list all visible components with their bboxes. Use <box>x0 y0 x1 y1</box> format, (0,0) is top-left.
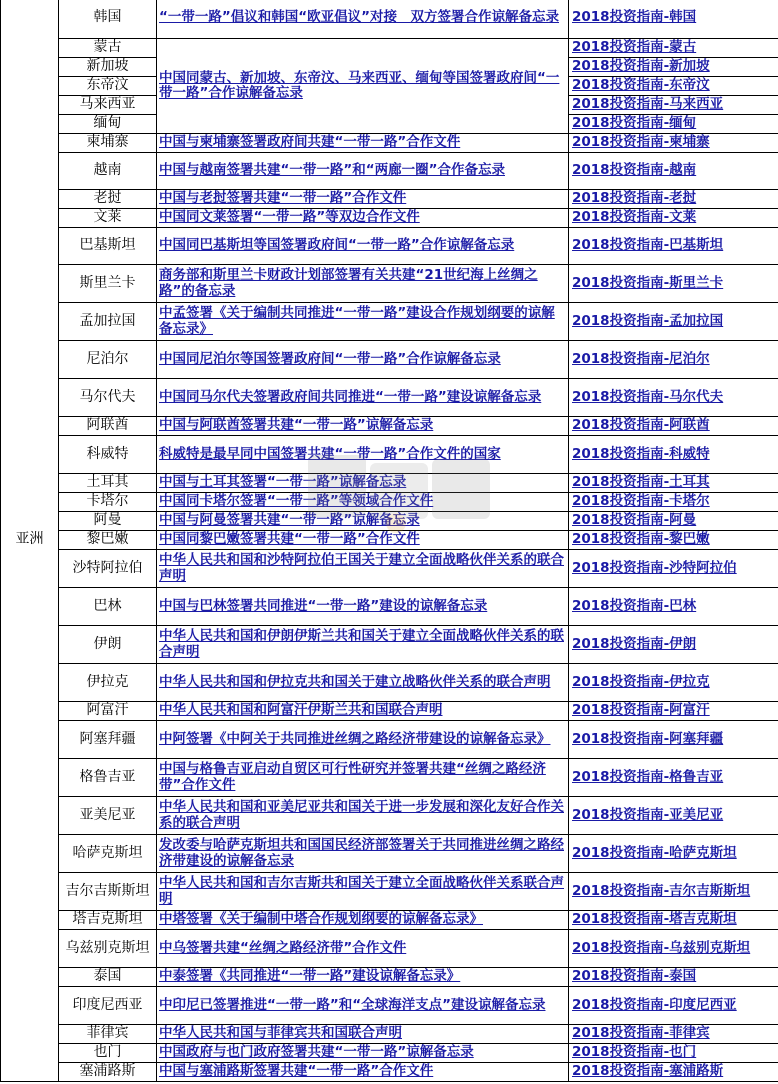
document-link[interactable]: 中国政府与也门政府签署共建“一带一路”谅解备忘录 <box>157 1044 569 1063</box>
document-link[interactable]: 中华人民共和国和阿富汗伊斯兰共和国联合声明 <box>157 702 569 721</box>
country-cell: 也门 <box>59 1044 157 1063</box>
document-link[interactable]: “一带一路”倡议和韩国“欧亚倡议”对接 双方签署合作谅解备忘录 <box>157 0 569 39</box>
guide-link[interactable]: 2018投资指南-东帝汶 <box>569 77 778 96</box>
document-link[interactable]: 中国同马尔代夫签署政府间共同推进“一带一路”建设谅解备忘录 <box>157 379 569 417</box>
document-link[interactable]: 中国与土耳其签署“一带一路”谅解备忘录 <box>157 474 569 493</box>
guide-link[interactable]: 2018投资指南-也门 <box>569 1044 778 1063</box>
guide-link[interactable]: 2018投资指南-吉尔吉斯斯坦 <box>569 873 778 911</box>
guide-link[interactable]: 2018投资指南-伊拉克 <box>569 664 778 702</box>
country-cell: 伊拉克 <box>59 664 157 702</box>
table-row <box>1 474 778 493</box>
document-link[interactable]: 中乌签署共建“丝绸之路经济带”合作文件 <box>157 930 569 968</box>
guide-link[interactable]: 2018投资指南-科威特 <box>569 436 778 474</box>
country-cell: 吉尔吉斯斯坦 <box>59 873 157 911</box>
country-cell: 越南 <box>59 153 157 190</box>
guide-link[interactable]: 2018投资指南-卡塔尔 <box>569 493 778 512</box>
guide-link[interactable]: 2018投资指南-巴林 <box>569 588 778 626</box>
region-cell: 亚洲 <box>1 0 59 1082</box>
country-cell: 文莱 <box>59 209 157 228</box>
table-row <box>1 930 778 968</box>
document-link[interactable]: 中国与老挝签署共建“一带一路”合作文件 <box>157 190 569 209</box>
guide-link[interactable]: 2018投资指南-尼泊尔 <box>569 341 778 379</box>
guide-link[interactable]: 2018投资指南-斯里兰卡 <box>569 265 778 303</box>
document-link[interactable]: 中华人民共和国和吉尔吉斯共和国关于建立全面战略伙伴关系联合声明 <box>157 873 569 911</box>
country-cell: 老挝 <box>59 190 157 209</box>
table-row <box>1 835 778 873</box>
country-cell: 马来西亚 <box>59 96 157 115</box>
guide-link[interactable]: 2018投资指南-文莱 <box>569 209 778 228</box>
table-row <box>1 987 778 1025</box>
country-cell: 泰国 <box>59 968 157 987</box>
document-link[interactable]: 中华人民共和国和伊朗伊斯兰共和国关于建立全面战略伙伴关系的联合声明 <box>157 626 569 664</box>
guide-link[interactable]: 2018投资指南-巴基斯坦 <box>569 228 778 265</box>
country-cell: 斯里兰卡 <box>59 265 157 303</box>
document-link[interactable]: 中国与阿曼签署共建“一带一路”谅解备忘录 <box>157 512 569 531</box>
table-row <box>1 1063 778 1082</box>
guide-link[interactable]: 2018投资指南-伊朗 <box>569 626 778 664</box>
table-row <box>1 417 778 436</box>
table-row <box>1 134 778 153</box>
guide-link[interactable]: 2018投资指南-柬埔寨 <box>569 134 778 153</box>
country-cell: 缅甸 <box>59 115 157 134</box>
country-cell: 塔吉克斯坦 <box>59 911 157 930</box>
guide-link[interactable]: 2018投资指南-黎巴嫩 <box>569 531 778 550</box>
document-link[interactable]: 中国与阿联酋签署共建“一带一路”谅解备忘录 <box>157 417 569 436</box>
table-row <box>1 436 778 474</box>
guide-link[interactable]: 2018投资指南-老挝 <box>569 190 778 209</box>
country-cell: 阿曼 <box>59 512 157 531</box>
country-cell: 科威特 <box>59 436 157 474</box>
guide-link[interactable]: 2018投资指南-越南 <box>569 153 778 190</box>
table-row <box>1 1025 778 1044</box>
document-link[interactable]: 中国同黎巴嫩签署共建“一带一路”合作文件 <box>157 531 569 550</box>
guide-link[interactable]: 2018投资指南-阿富汗 <box>569 702 778 721</box>
guide-link[interactable]: 2018投资指南-哈萨克斯坦 <box>569 835 778 873</box>
document-link[interactable]: 中国与越南签署共建“一带一路”和“两廊一圈”合作备忘录 <box>157 153 569 190</box>
guide-link[interactable]: 2018投资指南-马尔代夫 <box>569 379 778 417</box>
table-row <box>1 190 778 209</box>
document-link[interactable]: 中国与巴林签署共同推进“一带一路”建设的谅解备忘录 <box>157 588 569 626</box>
country-cell: 韩国 <box>59 0 157 39</box>
table-row <box>1 721 778 759</box>
country-cell: 沙特阿拉伯 <box>59 550 157 588</box>
table-row <box>1 911 778 930</box>
table-row <box>1 797 778 835</box>
document-link[interactable]: 中国同巴基斯坦等国签署政府间“一带一路”合作谅解备忘录 <box>157 228 569 265</box>
country-cell: 黎巴嫩 <box>59 531 157 550</box>
guide-link[interactable]: 2018投资指南-马来西亚 <box>569 96 778 115</box>
document-link[interactable]: 发改委与哈萨克斯坦共和国国民经济部签署关于共同推进丝绸之路经济带建设的谅解备忘录 <box>157 835 569 873</box>
table-row <box>1 588 778 626</box>
country-cell: 巴基斯坦 <box>59 228 157 265</box>
table-row <box>1 550 778 588</box>
guide-link[interactable]: 2018投资指南-塔吉克斯坦 <box>569 911 778 930</box>
country-cell: 伊朗 <box>59 626 157 664</box>
guide-link[interactable]: 2018投资指南-韩国 <box>569 0 778 39</box>
table-row <box>1 493 778 512</box>
document-link[interactable]: 中国同蒙古、新加坡、东帝汶、马来西亚、缅甸等国签署政府间“一带一路”合作谅解备忘录 <box>157 39 569 134</box>
table-row <box>1 341 778 379</box>
document-link[interactable]: 中阿签署《中阿关于共同推进丝绸之路经济带建设的谅解备忘录》 <box>157 721 569 759</box>
country-cell: 塞浦路斯 <box>59 1063 157 1082</box>
table-row <box>1 512 778 531</box>
table-row <box>1 968 778 987</box>
guide-link[interactable]: 2018投资指南-格鲁吉亚 <box>569 759 778 797</box>
table-row <box>1 1044 778 1063</box>
document-link[interactable]: 中国同文莱签署“一带一路”等双边合作文件 <box>157 209 569 228</box>
document-link[interactable]: 中华人民共和国和伊拉克共和国关于建立战略伙伴关系的联合声明 <box>157 664 569 702</box>
table-row <box>1 873 778 911</box>
table-row <box>1 759 778 797</box>
guide-link[interactable]: 2018投资指南-缅甸 <box>569 115 778 134</box>
country-cell: 巴林 <box>59 588 157 626</box>
guide-link[interactable]: 2018投资指南-塞浦路斯 <box>569 1063 778 1082</box>
country-cell: 土耳其 <box>59 474 157 493</box>
table-row <box>1 303 778 341</box>
country-cell: 蒙古 <box>59 39 157 58</box>
table-row <box>1 379 778 417</box>
guide-link[interactable]: 2018投资指南-菲律宾 <box>569 1025 778 1044</box>
country-cell: 乌兹别克斯坦 <box>59 930 157 968</box>
country-cell: 马尔代夫 <box>59 379 157 417</box>
document-link[interactable]: 中国与柬埔寨签署政府间共建“一带一路”合作文件 <box>157 134 569 153</box>
guide-link[interactable]: 2018投资指南-新加坡 <box>569 58 778 77</box>
table-row <box>1 0 778 39</box>
document-link[interactable]: 中华人民共和国和沙特阿拉伯王国关于建立全面战略伙伴关系的联合声明 <box>157 550 569 588</box>
guide-link[interactable]: 2018投资指南-蒙古 <box>569 39 778 58</box>
guide-link[interactable]: 2018投资指南-泰国 <box>569 968 778 987</box>
table-row <box>1 664 778 702</box>
table-row <box>1 531 778 550</box>
guide-link[interactable]: 2018投资指南-亚美尼亚 <box>569 797 778 835</box>
document-link[interactable]: 中孟签署《关于编制共同推进“一带一路”建设合作规划纲要的谅解备忘录》 <box>157 303 569 341</box>
document-link[interactable]: 中泰签署《共同推进“一带一路”建设谅解备忘录》 <box>157 968 569 987</box>
document-link[interactable]: 中华人民共和国和亚美尼亚共和国关于进一步发展和深化友好合作关系的联合声明 <box>157 797 569 835</box>
table-row <box>1 209 778 228</box>
document-link[interactable]: 中印尼已签署推进“一带一路”和“全球海洋支点”建设谅解备忘录 <box>157 987 569 1025</box>
document-link[interactable]: 中国同卡塔尔签署“一带一路”等领域合作文件 <box>157 493 569 512</box>
country-cell: 阿富汗 <box>59 702 157 721</box>
country-cell: 菲律宾 <box>59 1025 157 1044</box>
country-cell: 孟加拉国 <box>59 303 157 341</box>
guide-link[interactable]: 2018投资指南-阿联酋 <box>569 417 778 436</box>
document-link[interactable]: 中国与塞浦路斯签署共建“一带一路”合作文件 <box>157 1063 569 1082</box>
document-link[interactable]: 中塔签署《关于编制中塔合作规划纲要的谅解备忘录》 <box>157 911 569 930</box>
table-row <box>1 626 778 664</box>
country-cell: 东帝汶 <box>59 77 157 96</box>
table-row <box>1 153 778 190</box>
country-cell: 尼泊尔 <box>59 341 157 379</box>
country-cell: 柬埔寨 <box>59 134 157 153</box>
document-link[interactable]: 中华人民共和国与菲律宾共和国联合声明 <box>157 1025 569 1044</box>
guide-link[interactable]: 2018投资指南-孟加拉国 <box>569 303 778 341</box>
document-link[interactable]: 中国同尼泊尔等国签署政府间“一带一路”合作谅解备忘录 <box>157 341 569 379</box>
country-cell: 新加坡 <box>59 58 157 77</box>
table-row <box>1 39 778 58</box>
country-cell: 阿联酋 <box>59 417 157 436</box>
table-row <box>1 228 778 265</box>
guide-link[interactable]: 2018投资指南-印度尼西亚 <box>569 987 778 1025</box>
guide-link[interactable]: 2018投资指南-土耳其 <box>569 474 778 493</box>
document-link[interactable]: 商务部和斯里兰卡财政计划部签署有关共建“21世纪海上丝绸之路”的备忘录 <box>157 265 569 303</box>
guide-link[interactable]: 2018投资指南-沙特阿拉伯 <box>569 550 778 588</box>
country-cell: 卡塔尔 <box>59 493 157 512</box>
document-link[interactable]: 科威特是最早同中国签署共建“一带一路”合作文件的国家 <box>157 436 569 474</box>
guide-link[interactable]: 2018投资指南-阿塞拜疆 <box>569 721 778 759</box>
table-row <box>1 265 778 303</box>
country-cell: 亚美尼亚 <box>59 797 157 835</box>
country-cell: 哈萨克斯坦 <box>59 835 157 873</box>
country-cell: 印度尼西亚 <box>59 987 157 1025</box>
table-row <box>1 702 778 721</box>
document-link[interactable]: 中国与格鲁吉亚启动自贸区可行性研究并签署共建“丝绸之路经济带”合作文件 <box>157 759 569 797</box>
guide-link[interactable]: 2018投资指南-乌兹别克斯坦 <box>569 930 778 968</box>
guide-link[interactable]: 2018投资指南-阿曼 <box>569 512 778 531</box>
country-cell: 阿塞拜疆 <box>59 721 157 759</box>
country-cell: 格鲁吉亚 <box>59 759 157 797</box>
